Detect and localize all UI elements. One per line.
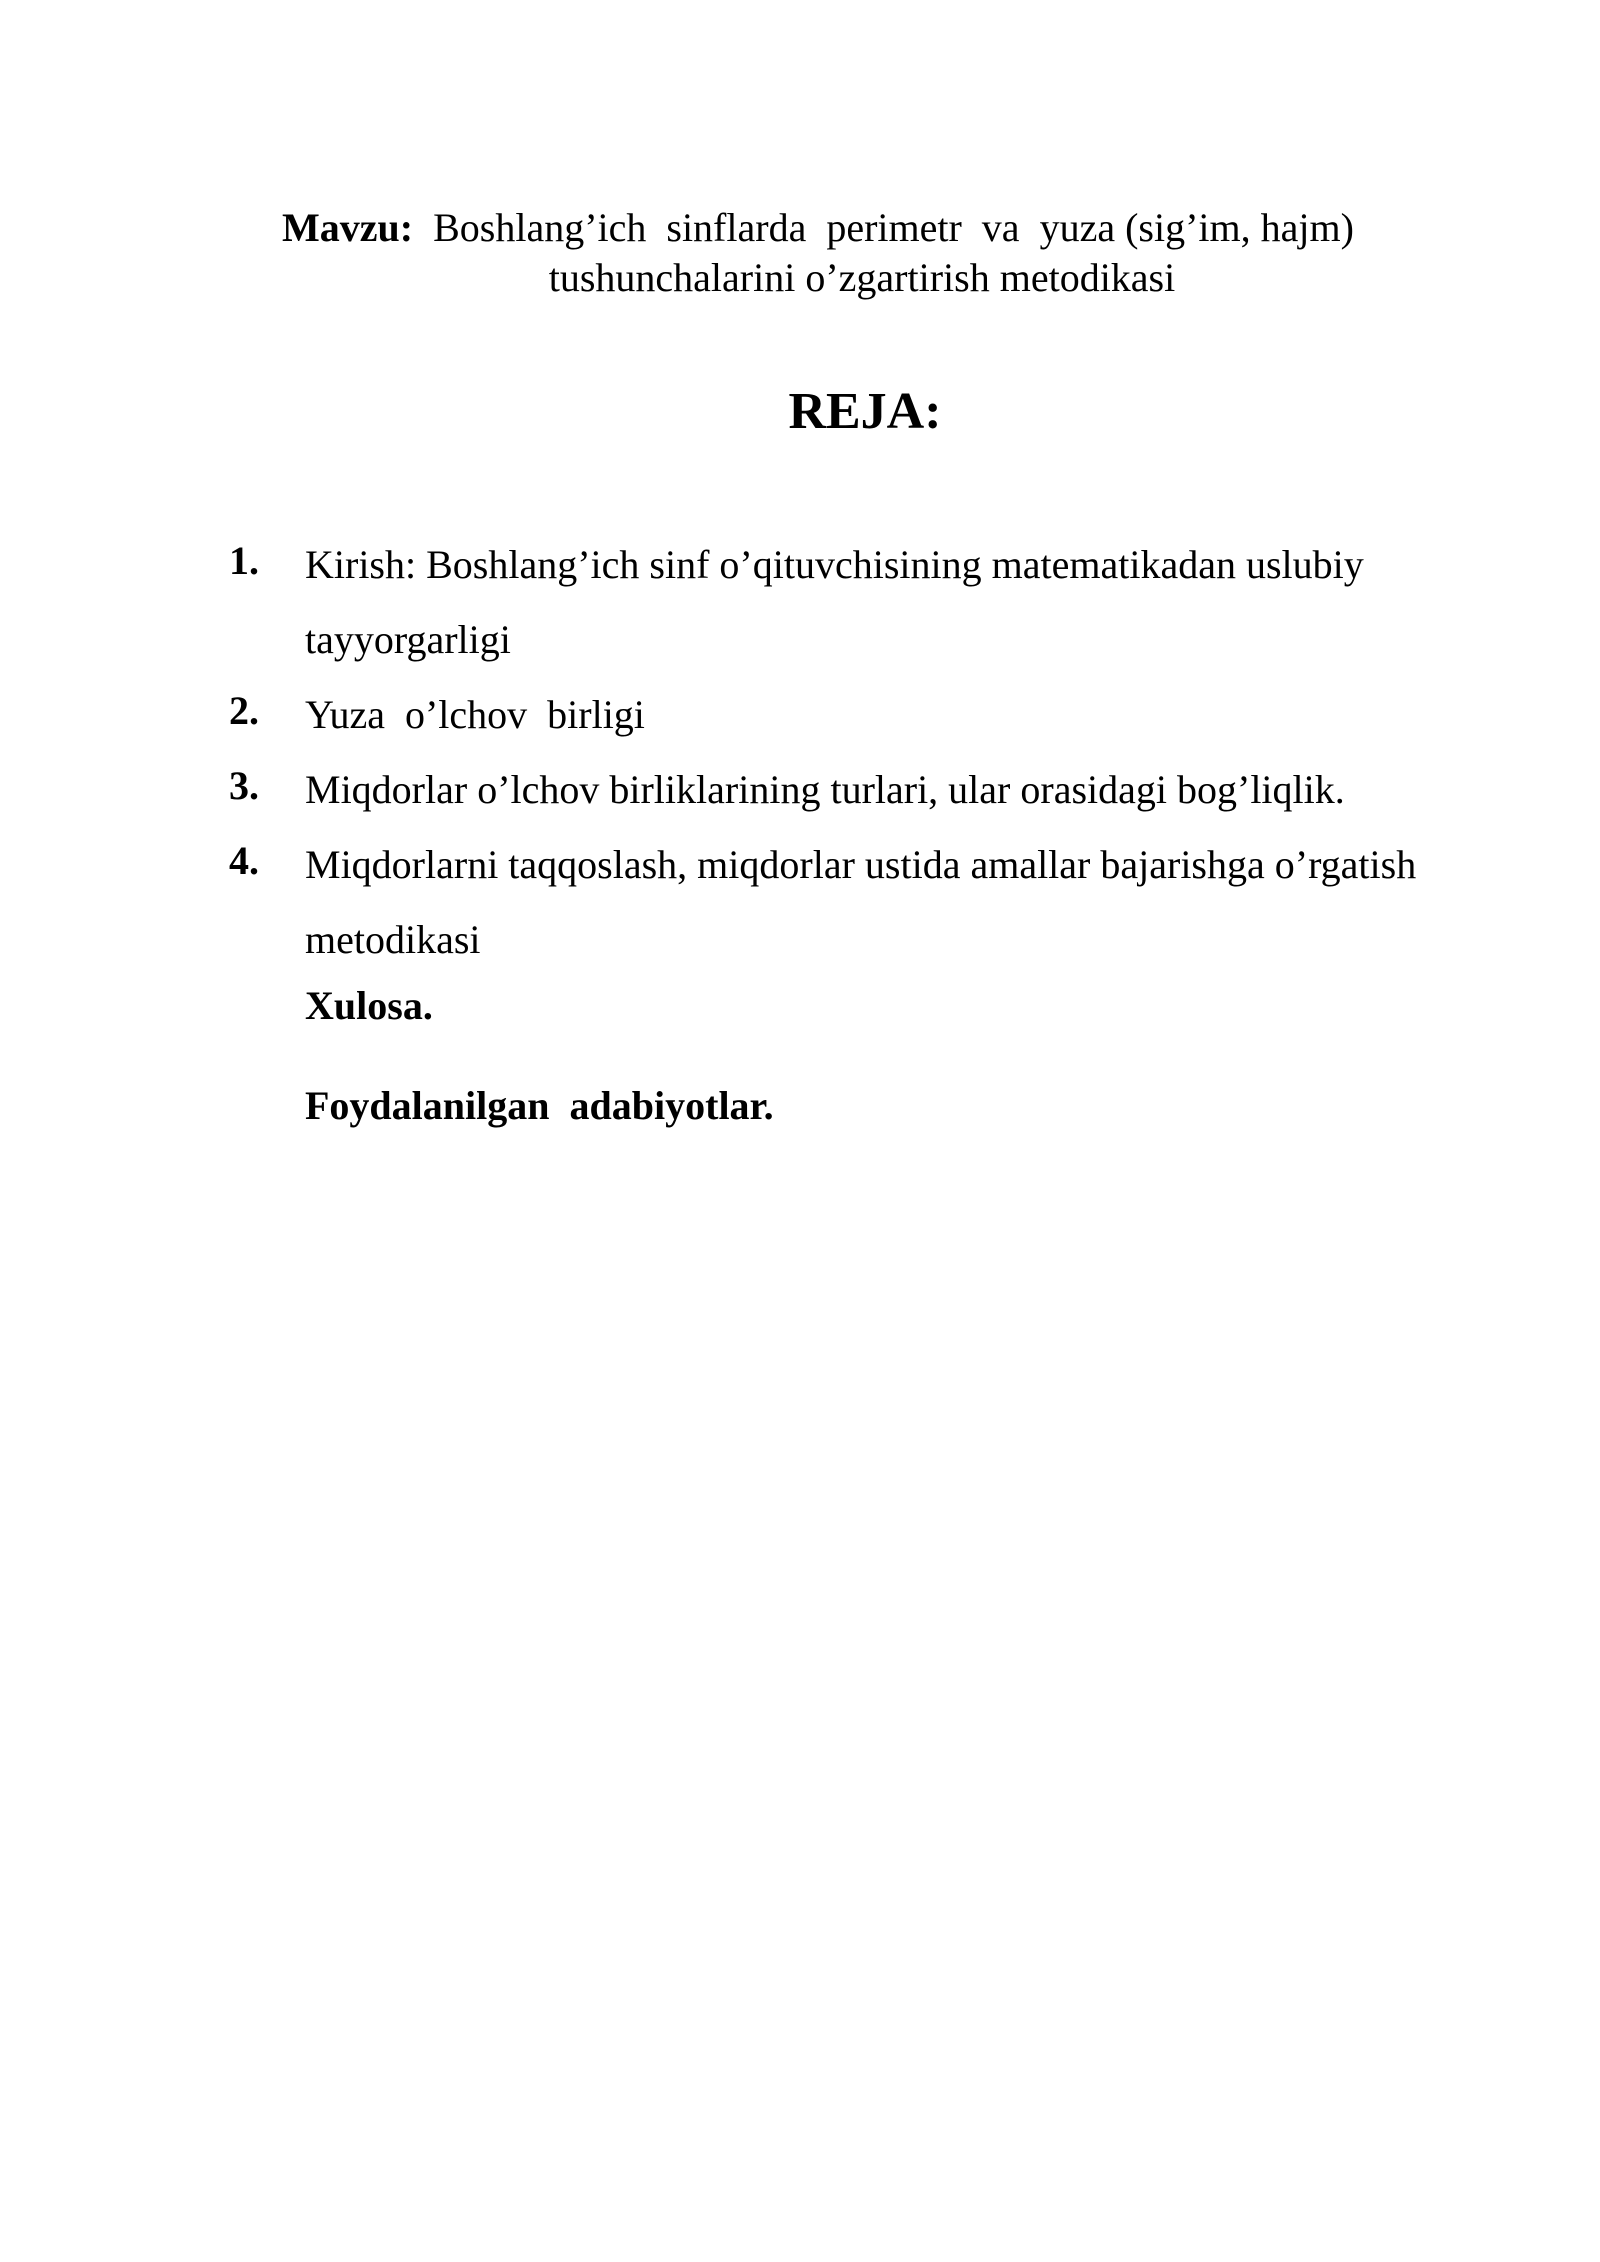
- plan-item-1-line-1: Kirish: Boshlang’ich sinf o’qituvchisining matematikadan uslubiy: [305, 542, 1364, 587]
- plan-item-4-line-2: metodikasi: [305, 917, 481, 962]
- topic-label: Mavzu:: [282, 205, 414, 250]
- plan-item-3-number: 3.: [229, 763, 259, 808]
- topic-title-part-2: tushunchalarini o’zgartirish metodikasi: [548, 255, 1176, 300]
- plan-item-1-number: 1.: [229, 538, 259, 583]
- conclusion-heading: Xulosa.: [305, 983, 433, 1028]
- topic-title-part-1: Boshlang’ich sinflarda perimetr va yuza (sig’im, hajm): [413, 205, 1354, 250]
- plan-item-2-number: 2.: [229, 688, 259, 733]
- plan-item-3-line-1: Miqdorlar o’lchov birliklarining turlari, ular orasidagi bog’liqlik.: [305, 767, 1345, 812]
- plan-item-2-line-1: Yuza o’lchov birligi: [305, 692, 645, 737]
- plan-item-4-number: 4.: [229, 838, 259, 883]
- plan-item-4-line-1: Miqdorlarni taqqoslash, miqdorlar ustida amallar bajarishga o’rgatish: [305, 842, 1417, 887]
- references-heading: Foydalanilgan adabiyotlar.: [305, 1083, 774, 1128]
- plan-item-1-line-2: tayyorgarligi: [305, 617, 511, 662]
- plan-heading: REJA:: [788, 383, 942, 440]
